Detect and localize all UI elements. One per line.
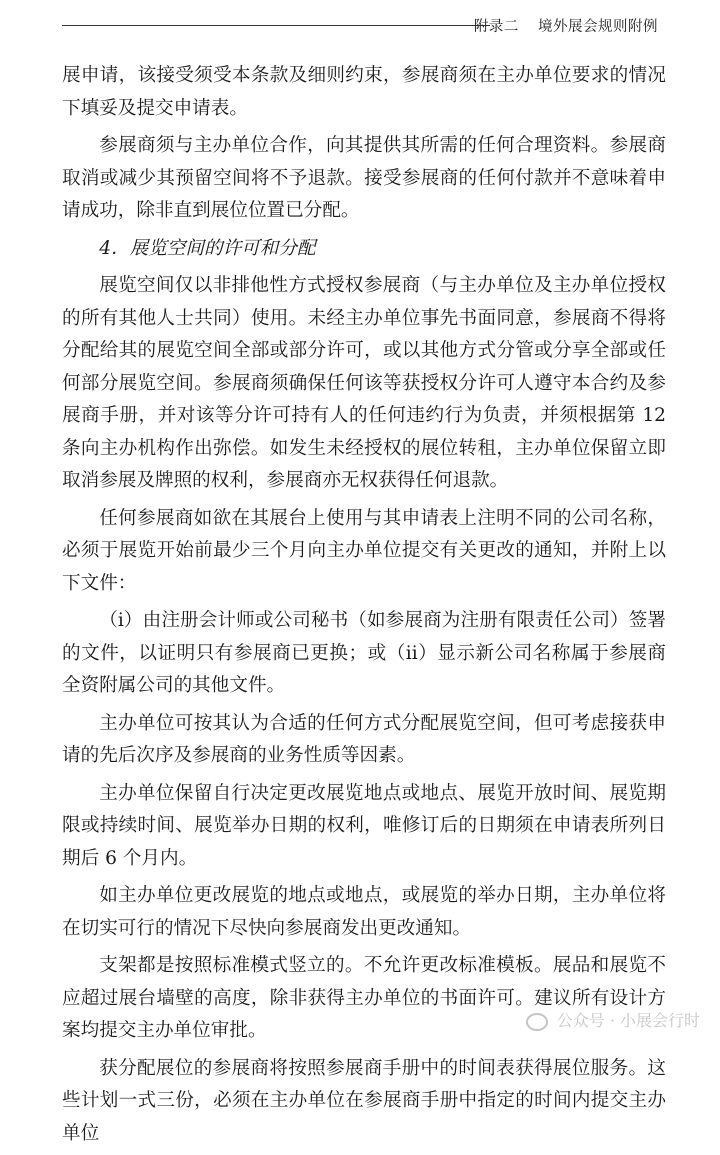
- watermark-text: 公众号 · 小展会行时: [556, 1011, 700, 1030]
- running-header: [62, 10, 658, 40]
- paragraph: 展览空间仅以非排他性方式授权参展商（与主办单位及主办单位授权的所有其他人士共同）使用。未经主办单位事先书面同意，参展商不得将分配给其的展览空间全部或部分许可，或以其他方式分管或分享全部或任何部分展览空间。参展商须确保任何该等获授权分许可人遵守本合约及参展商手册，并对该等分许可持有人的任何违约行为负责，并须根据第 12 条向主办机构作出弥偿。如发生未经授权的展位转租，主办单位保留立即取消参展及牌照的权利，参展商亦无权获得任何退款。: [62, 275, 666, 491]
- header-section: 附录二: [473, 19, 519, 35]
- paragraph: 主办单位保留自行决定更改展览地点或地点、展览开放时间、展览期限或持续时间、展览举办日期的权利，唯修订后的日期须在申请表所列日期后 6 个月内。: [62, 782, 666, 869]
- paragraph: 展申请，该接受须受本条款及细则约束，参展商须在主办单位要求的情况下填妥及提交申请表。: [62, 65, 666, 119]
- paragraph: （i）由注册会计师或公司秘书（如参展商为注册有限责任公司）签署的文件，以证明只有参展商已更换；或（ii）显示新公司名称属于参展商全资附属公司的其他文件。: [62, 610, 666, 696]
- section-heading: 4．展览空间的许可和分配: [99, 237, 316, 259]
- watermark: [526, 1008, 700, 1031]
- paragraph: 如主办单位更改展览的地点或地点，或展览的举办日期，主办单位将在切实可行的情况下尽快向参展商发出更改通知。: [62, 885, 666, 939]
- paragraph: 主办单位可按其认为合适的任何方式分配展览空间，但可考虑接获申请的先后次序及参展商的业务性质等因素。: [62, 712, 666, 766]
- paragraph: 获分配展位的参展商将按照参展商手册中的时间表获得展位服务。这些计划一式三份，必须在主办单位在参展商手册中指定的时间内提交主办单位: [62, 1057, 666, 1144]
- paragraph: 支架都是按照标准模式竖立的。不允许更改标准模板。展品和展览不应超过展台墙壁的高度，除非获得主办单位的书面许可。建议所有设计方案均提交主办单位审批。: [62, 955, 666, 1041]
- paragraph: 参展商须与主办单位合作，向其提供其所需的任何合理资料。参展商取消或减少其预留空间将不予退款。接受参展商的任何付款并不意味着申请成功，除非直到展位位置已分配。: [62, 135, 666, 221]
- header-text: [474, 15, 658, 36]
- header-title: 境外展会规则附例: [538, 19, 658, 35]
- header-rule: [62, 25, 490, 26]
- wechat-icon: [526, 1013, 548, 1031]
- body-text: [62, 60, 666, 1155]
- paragraph: 任何参展商如欲在其展台上使用与其申请表上注明不同的公司名称，必须于展览开始前最少三个月向主办单位提交有关更改的通知，并附上以下文件：: [62, 507, 666, 594]
